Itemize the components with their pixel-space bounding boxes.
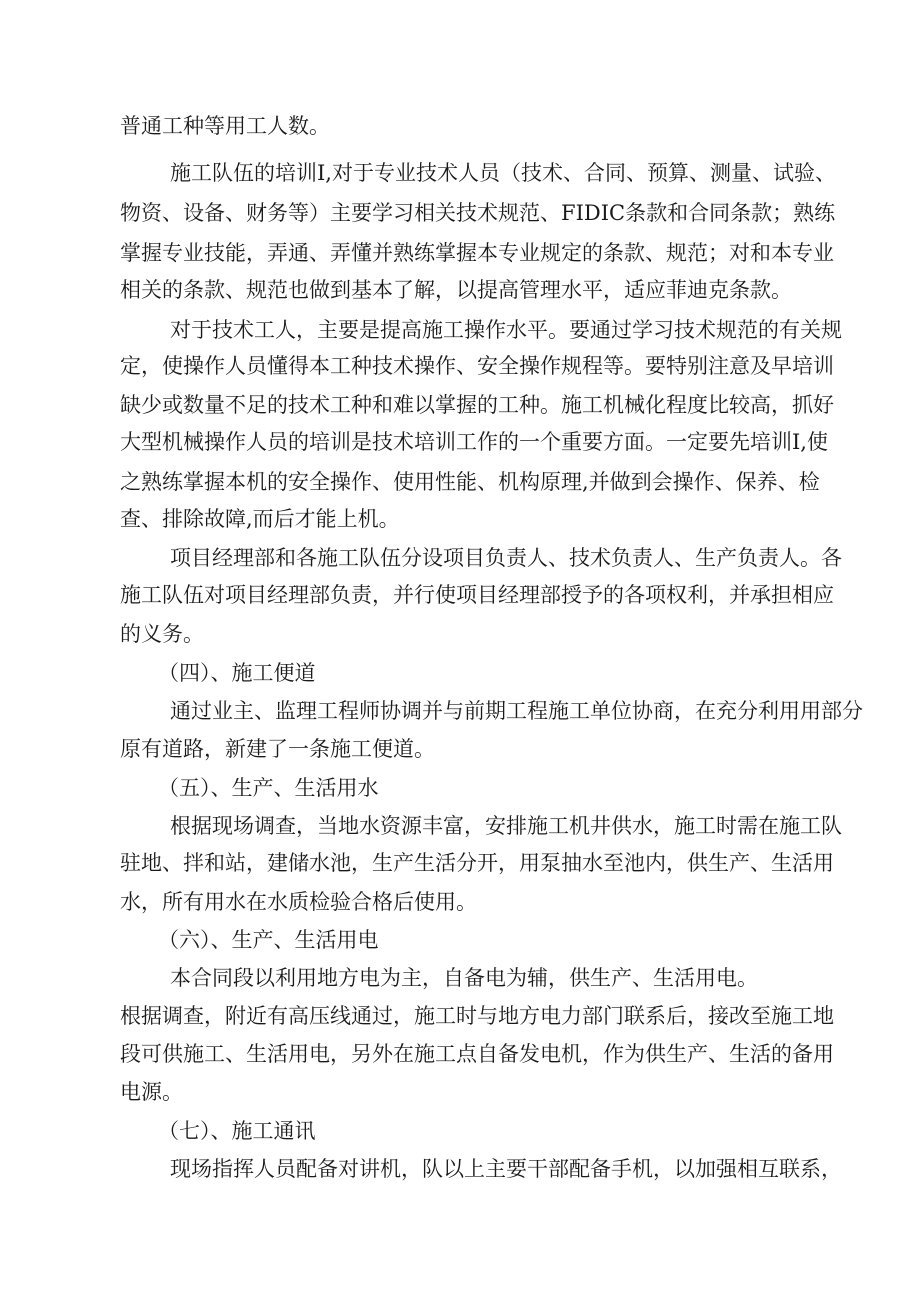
text-line: 根据调查，附近有高压线通过，施工时与地方电力部门联系后，接改至施工地 bbox=[120, 1004, 834, 1028]
text-line: 查、排除故障,而后才能上机。 bbox=[120, 507, 400, 531]
text-line: 驻地、拌和站，建储水池，生产生活分开，用泵抽水至池内，供生产、生活用 bbox=[120, 851, 834, 875]
text-line: 根据现场调查，当地水资源丰富，安排施工机井供水，施工时需在施工队 bbox=[170, 814, 842, 838]
text-line: 现场指挥人员配备对讲机，队以上主要干部配备手机，以加强相互联系， bbox=[170, 1157, 842, 1181]
text-line: 物资、设备、财务等）主要学习相关技术规范、FIDIC条款和合同条款；熟练 bbox=[120, 201, 836, 225]
text-line: 本合同段以利用地方电为主，自备电为辅，供生产、生活用电。 bbox=[170, 966, 758, 990]
text-line: 大型机械操作人员的培训是技术培训工作的一个重要方面。一定要先培训Ⅰ,使 bbox=[120, 430, 828, 454]
text-line: 缺少或数量不足的技术工种和难以掌握的工种。施工机械化程度比较高，抓好 bbox=[120, 393, 834, 417]
section-heading: （七）、施工通讯 bbox=[158, 1119, 316, 1143]
section-heading: （六）、生产、生活用电 bbox=[158, 928, 379, 952]
section-heading: （四）、施工便道 bbox=[158, 661, 316, 685]
text-line: 施工队伍的培训Ⅰ,对于专业技术人员（技术、合同、预算、测量、试验、 bbox=[170, 161, 836, 185]
text-line: 施工队伍对项目经理部负责，并行使项目经理部授予的各项权利，并承担相应 bbox=[120, 583, 834, 607]
text-line: 相关的条款、规范也做到基本了解，以提高管理水平，适应菲迪克条款。 bbox=[120, 278, 792, 302]
text-line: 之熟练掌握本机的安全操作、使用性能、机构原理,并做到会操作、保养、检 bbox=[120, 470, 820, 494]
text-line: 掌握专业技能，弄通、弄懂并熟练掌握本专业规定的条款、规范；对和本专业 bbox=[120, 241, 834, 265]
text-line: 原有道路，新建了一条施工便道。 bbox=[120, 737, 435, 761]
text-line: 通过业主、监理工程师协调并与前期工程施工单位协商，在充分利用用部分 bbox=[170, 699, 863, 723]
text-line: 对于技术工人，主要是提高施工操作水平。要通过学习技术规范的有关规 bbox=[170, 318, 842, 342]
text-line: 普通工种等用工人数。 bbox=[120, 114, 330, 138]
text-line: 水，所有用水在水质检验合格后使用。 bbox=[120, 890, 477, 914]
section-heading: （五）、生产、生活用水 bbox=[158, 776, 379, 800]
text-line: 的义务。 bbox=[120, 622, 204, 646]
text-line: 项目经理部和各施工队伍分设项目负责人、技术负责人、生产负责人。各 bbox=[170, 546, 842, 570]
text-line: 电源。 bbox=[120, 1080, 183, 1104]
text-line: 段可供施工、生活用电，另外在施工点自备发电机，作为供生产、生活的备用 bbox=[120, 1042, 834, 1066]
text-line: 定，使操作人员懂得本工种技术操作、安全操作规程等。要特别注意及早培训 bbox=[120, 354, 834, 378]
